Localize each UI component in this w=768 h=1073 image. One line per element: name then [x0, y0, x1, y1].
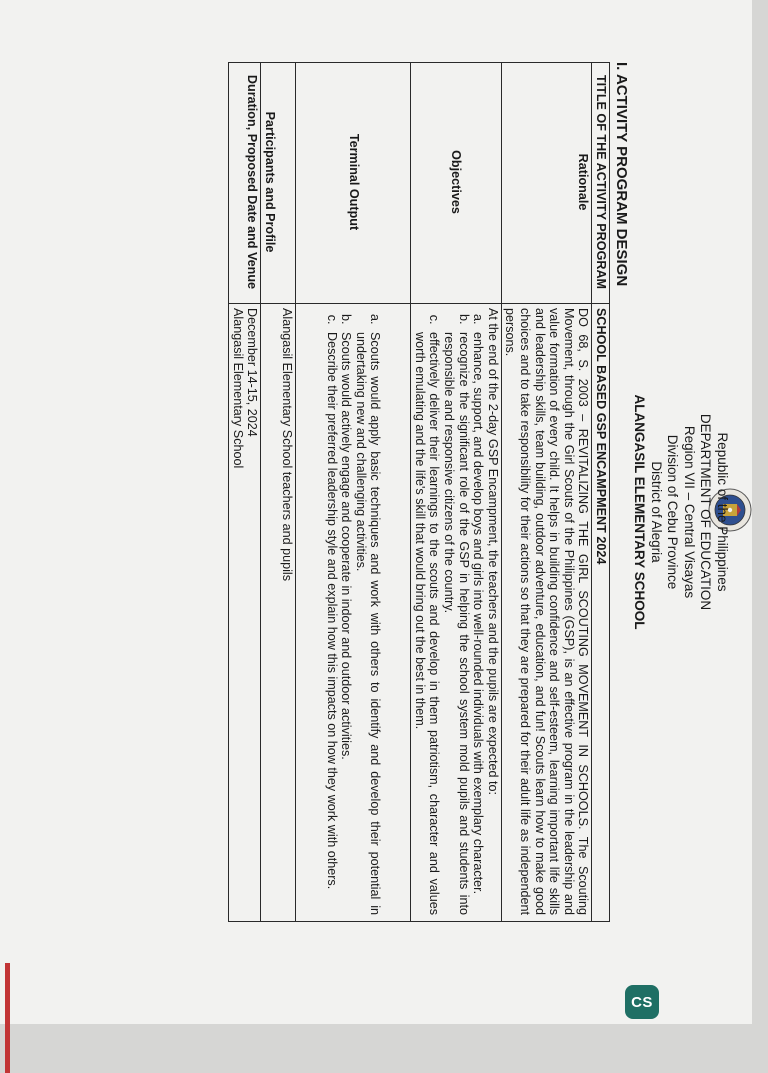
duration-label: Duration, Proposed Date and Venue	[229, 63, 261, 304]
camscanner-badge[interactable]: CS	[625, 985, 659, 1019]
letterhead-republic: Republic of the Philippines	[715, 432, 730, 592]
duration-venue: Alangasil Elementary School	[230, 308, 245, 469]
objectives-list	[412, 308, 485, 915]
letterhead-school: ALANGASIL ELEMENTARY SCHOOL	[632, 394, 648, 630]
duration-value	[229, 304, 261, 922]
table-row	[592, 63, 610, 922]
table-row	[261, 63, 296, 922]
table-row	[501, 63, 592, 922]
list-item: a. Scouts would apply basic techniques and work with others to identify and develop their potential in undertaking new and challenging activities.	[353, 328, 382, 915]
title-label: TITLE OF THE ACTIVITY PROGRAM	[592, 63, 610, 304]
section-title: I. ACTIVITY PROGRAM DESIGN	[613, 62, 630, 287]
participants-label: Participants and Profile	[261, 63, 296, 304]
duration-date: December 14-15, 2024	[245, 308, 260, 437]
activity-program-table	[228, 62, 610, 922]
letterhead-division: Division of Cebu Province	[665, 434, 681, 590]
table-row	[229, 63, 261, 922]
list-item: b. Scouts would actively engage and cooperate in indoor and outdoor activities.	[339, 328, 354, 915]
objectives-intro: At the end of the 2-day GSP Encampment, the teachers and the pupils are expected to:	[485, 308, 500, 796]
red-pen-mark	[5, 963, 10, 1073]
terminal-output-list	[324, 308, 382, 915]
participants-value: Alangasil Elementary School teachers and pupils	[261, 304, 296, 922]
table-row	[411, 63, 502, 922]
letterhead-region: Region VII – Central Visayas	[682, 425, 697, 599]
terminal-output-label: Terminal Output	[296, 63, 411, 304]
letterhead-department: DEPARTMENT OF EDUCATION	[698, 413, 714, 611]
list-item: c. effectively deliver their learnings to the scouts and develop in them patriotism, character and values worth emulating and the life's skill that would bring out the best in them.	[412, 328, 441, 915]
objectives-value	[411, 304, 502, 922]
list-item: a. enhance, support, and develop boys and girls into well-rounded individuals with exemplary character.	[471, 328, 486, 915]
list-item: b. recognize the significant role of the GSP in helping the school system mold pupils and students into responsible and responsive citizens of the country.	[441, 328, 470, 915]
table-row	[296, 63, 411, 922]
title-value: SCHOOL BASED GSP ENCAMPMENT 2024	[592, 304, 610, 922]
letterhead	[631, 0, 730, 1024]
objectives-label: Objectives	[411, 63, 502, 304]
letterhead-district: District of Alegria	[649, 461, 664, 563]
terminal-output-value	[296, 304, 411, 922]
rationale-label: Rationale	[501, 63, 592, 304]
rationale-value: DO 68, S. 2003 – REVITALIZING THE GIRL SCOUTING MOVEMENT IN SCHOOLS. The Scouting Movement, through the Girl Scouts of the Philippines (GSP), is an effective program in the leadership and value formation of every child. It helps in building confidence and self-esteem, learning important life skills and leadership skills, team building, outdoor adventure, education, and fun! Scouts learn how to make good choices and to take responsibility for their actions so that they are prepared for their adult life as independent persons.	[501, 304, 592, 922]
list-item: c. Describe their preferred leadership style and explain how this impacts on how they work with others.	[324, 328, 339, 915]
